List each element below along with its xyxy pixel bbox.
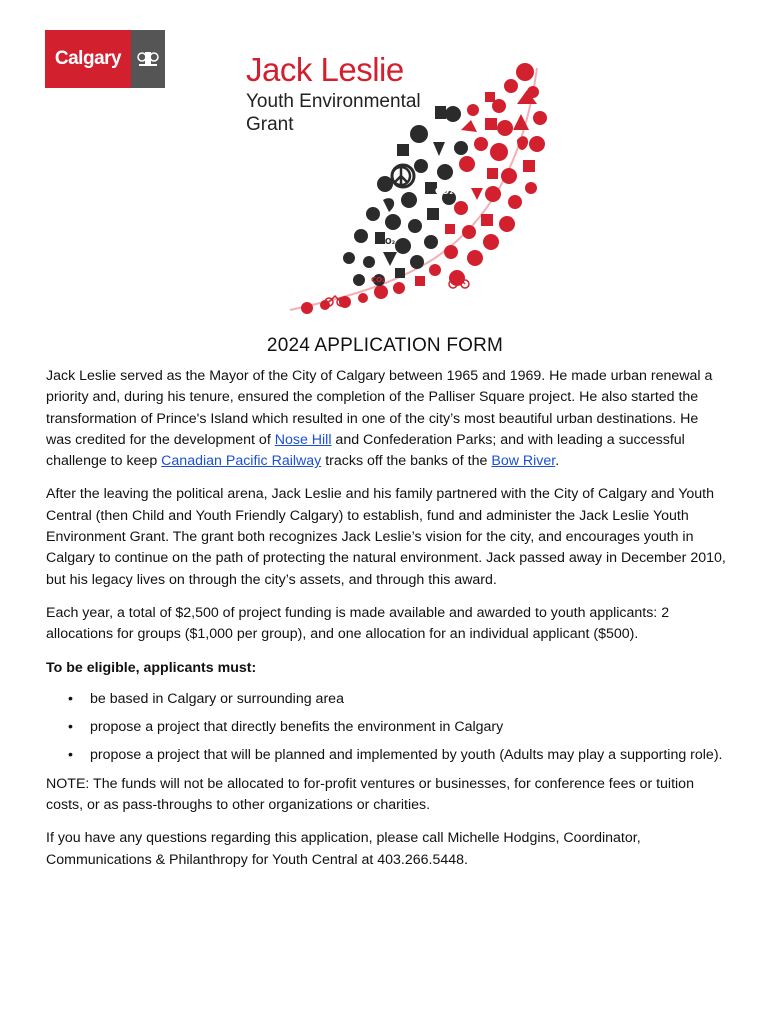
funding-paragraph: Each year, a total of $2,500 of project funding is made available and awarded to youth applicants: 2 allocations for groups ($1,000 per group), and one allocation for an individual applicant ($500). [46, 604, 670, 643]
bullet-icon: • [68, 719, 73, 736]
intro-text: tracks off the banks of the [321, 453, 492, 470]
grant-subtitle-line1: Youth Environmental [246, 91, 421, 112]
co2-icon-label: CO₂ [379, 237, 396, 246]
co2-icon-label: CO₂ [473, 153, 490, 162]
list-item-text: propose a project that will be planned and implemented by youth (Adults may play a supporting role). [90, 747, 723, 764]
list-item [46, 689, 726, 710]
list-item-text: be based in Calgary or surrounding area [90, 690, 344, 707]
intro-text: Jack Leslie served as the Mayor of the City of Calgary between 1965 and 1969. He made urban renewal a priority and, during his tenure, ensured the completion of the Palliser Square project. He also started the transformation of Prince's Island which resulted in one of the city’s most beautiful urban destinations. He was credited for the development of [46, 368, 713, 448]
bullet-icon: • [68, 690, 73, 707]
list-item [46, 745, 726, 766]
co2-icon-label: CO₂ [435, 187, 454, 197]
list-item-text: propose a project that directly benefits the environment in Calgary [90, 719, 504, 736]
canadian-pacific-railway-link[interactable]: Canadian Pacific Railway [161, 453, 322, 470]
calgary-logo-wordmark: Calgary [45, 30, 131, 88]
co2-icon-label: CO₂ [371, 276, 386, 284]
grant-name: Jack Leslie [246, 51, 404, 88]
city-crest-icon [131, 30, 165, 88]
form-title: 2024 APPLICATION FORM [266, 335, 504, 356]
nose-hill-link[interactable]: Nose Hill [274, 431, 332, 448]
contact-paragraph: If you have any questions regarding this application, please call Michelle Hodgins, Coordinator, Communications & Philanthropy for Youth Central at 403.266.5448. [46, 830, 641, 868]
intro-text: and Confederation Parks; and with leading a successful challenge to keep [46, 431, 685, 470]
eligibility-list [46, 689, 726, 767]
history-paragraph: After the leaving the political arena, Jack Leslie and his family partnered with the City of Calgary and Youth Central (then Child and Youth Friendly Calgary) to establish, fund and administer the Jack Leslie Youth Environment Grant. The grant both recognizes Jack Leslie’s vision for the city, and encourages youth in Calgary to continue on the path of protecting the natural environment. Jack passed away in December 2010, but his legacy lives on through the city’s assets, and through this award. [46, 486, 726, 588]
document-body [46, 366, 726, 883]
eco-leaf-illustration [285, 48, 555, 320]
eligibility-heading: To be eligible, applicants must: [46, 659, 257, 676]
list-item [46, 717, 726, 738]
calgary-logo [45, 30, 165, 88]
intro-paragraph [46, 366, 726, 472]
bow-river-link[interactable]: Bow River [491, 453, 556, 470]
intro-text: . [555, 453, 560, 470]
note-paragraph: NOTE: The funds will not be allocated to for-profit ventures or businesses, for conference fees or tuition costs, or as pass-throughs to other organizations or charities. [46, 775, 694, 814]
bullet-icon: • [68, 747, 73, 764]
grant-subtitle-line2: Grant [246, 114, 294, 135]
